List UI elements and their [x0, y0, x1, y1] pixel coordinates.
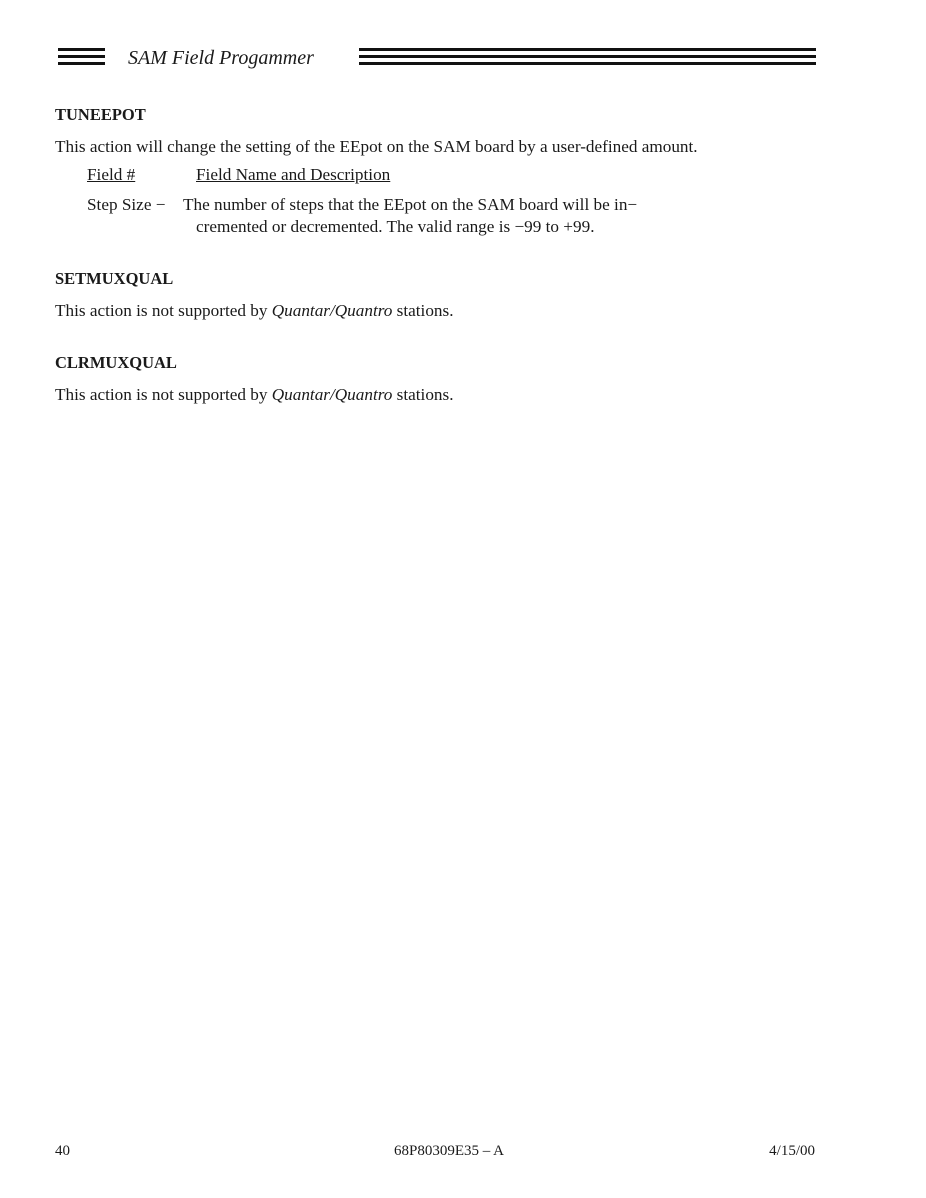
field-name [87, 194, 165, 216]
header-title: SAM Field Progammer [128, 47, 314, 69]
header-rule-right [359, 48, 816, 66]
page-header [58, 46, 818, 70]
text-before: This action is not supported by [55, 385, 272, 404]
page-content [55, 104, 835, 406]
section-clrmuxqual [55, 352, 835, 406]
section-title: CLRMUXQUAL [55, 353, 177, 372]
text-italic: Quantar/Quantro [271, 385, 393, 404]
document-number: 68P80309E35 – A [394, 1143, 505, 1159]
text-italic: Quantar/Quantro [271, 301, 393, 320]
section-title: TUNEEPOT [55, 105, 146, 124]
field-description-line-2: cremented or decremented. The valid range is −99 to +99. [196, 217, 595, 236]
field-row-step-size [87, 194, 835, 238]
field-dash: − [155, 195, 166, 214]
section-tuneepot [55, 104, 835, 238]
section-setmuxqual [55, 268, 835, 322]
field-name-text: Step Size [87, 195, 152, 214]
section-text [55, 384, 835, 406]
page-number: 40 [55, 1143, 70, 1159]
field-number-header: Field # [87, 165, 136, 184]
header-rule-left [58, 48, 105, 66]
section-intro: This action will change the setting of the EEpot on the SAM board by a user-defined amount. [55, 137, 698, 156]
field-table-header [87, 164, 835, 186]
section-title: SETMUXQUAL [55, 269, 174, 288]
field-description-header: Field Name and Description [196, 165, 391, 184]
field-description-line-1: The number of steps that the EEpot on the SAM board will be in− [183, 195, 638, 214]
document-date: 4/15/00 [769, 1143, 815, 1159]
text-after: stations. [392, 301, 454, 320]
text-after: stations. [392, 385, 454, 404]
section-text [55, 300, 835, 322]
text-before: This action is not supported by [55, 301, 272, 320]
field-table [87, 164, 835, 238]
page-footer [55, 1142, 815, 1160]
